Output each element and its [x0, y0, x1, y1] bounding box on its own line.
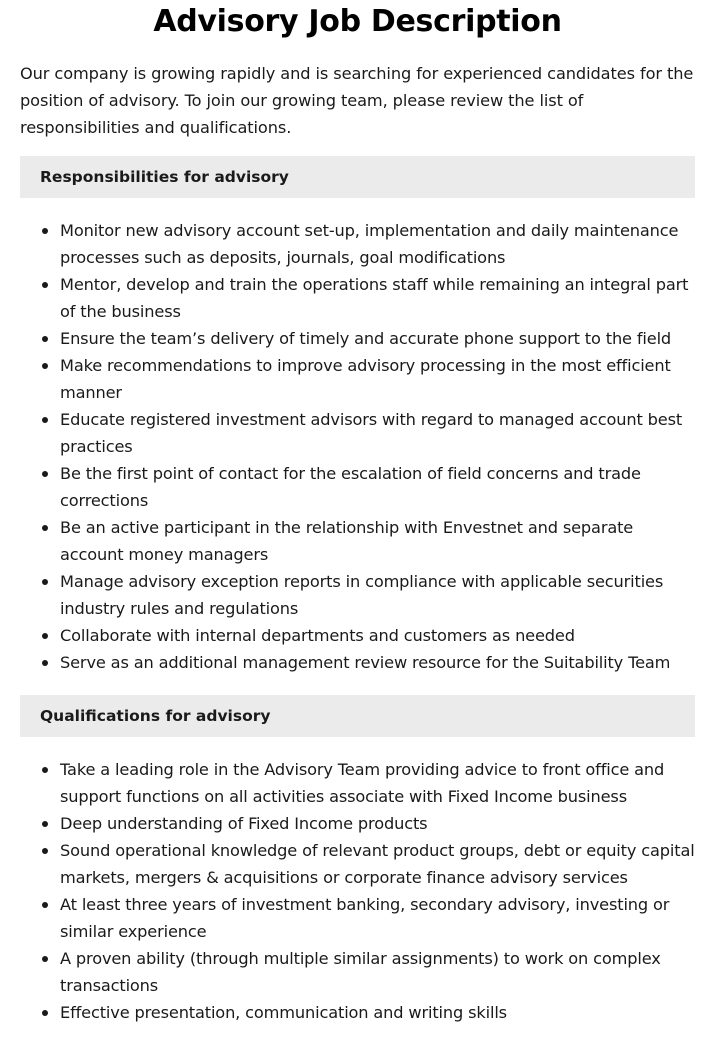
- qualifications-heading: Qualifications for advisory: [20, 695, 695, 737]
- list-item: Collaborate with internal departments and customers as needed: [20, 622, 698, 649]
- list-item: Monitor new advisory account set-up, implementation and daily maintenance processes such as deposits, journals, goal modifications: [20, 217, 698, 271]
- list-item: Serve as an additional management review resource for the Suitability Team: [20, 649, 698, 676]
- list-item: A proven ability (through multiple similar assignments) to work on complex transactions: [20, 945, 698, 999]
- list-item: Effective presentation, communication and writing skills: [20, 999, 698, 1026]
- list-item: Sound operational knowledge of relevant product groups, debt or equity capital markets, mergers & acquisitions or corporate finance advisory services: [20, 837, 698, 891]
- responsibilities-list: [20, 217, 698, 676]
- list-item: Deep understanding of Fixed Income products: [20, 810, 698, 837]
- intro-paragraph: Our company is growing rapidly and is searching for experienced candidates for the position of advisory. To join our growing team, please review the list of responsibilities and qualifications.: [20, 64, 694, 137]
- list-item: Manage advisory exception reports in compliance with applicable securities industry rules and regulations: [20, 568, 698, 622]
- list-item: Be the first point of contact for the escalation of field concerns and trade corrections: [20, 460, 698, 514]
- list-item: Take a leading role in the Advisory Team providing advice to front office and support functions on all activities associate with Fixed Income business: [20, 756, 698, 810]
- list-item: Be an active participant in the relationship with Envestnet and separate account money managers: [20, 514, 698, 568]
- list-item: Ensure the team’s delivery of timely and accurate phone support to the field: [20, 325, 698, 352]
- page-title: Advisory Job Description: [153, 4, 562, 39]
- responsibilities-heading: Responsibilities for advisory: [20, 156, 695, 198]
- list-item: At least three years of investment banking, secondary advisory, investing or similar experience: [20, 891, 698, 945]
- list-item: Make recommendations to improve advisory processing in the most efficient manner: [20, 352, 698, 406]
- list-item: Mentor, develop and train the operations staff while remaining an integral part of the business: [20, 271, 698, 325]
- list-item: Educate registered investment advisors with regard to managed account best practices: [20, 406, 698, 460]
- qualifications-list: [20, 756, 698, 1026]
